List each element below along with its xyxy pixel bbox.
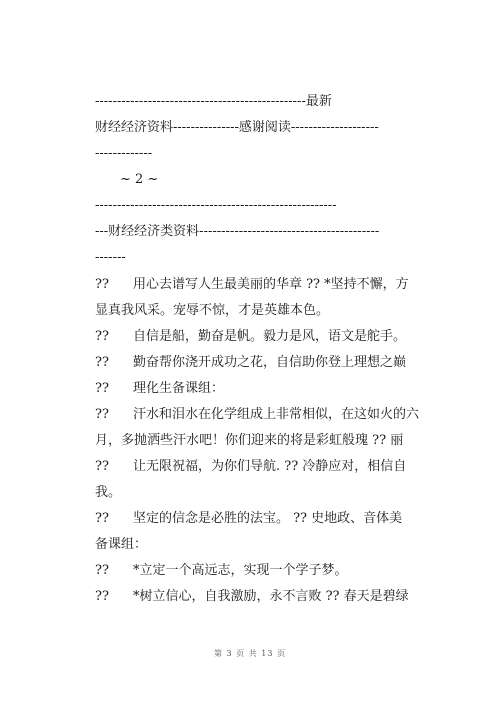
paragraph-line: [95, 584, 445, 610]
paragraph-text: 自信是船，勤奋是帆。毅力是风，语文是舵手。: [132, 329, 406, 344]
placeholder-mark: ??: [95, 459, 109, 474]
paragraph-text: 勤奋帮你浇开成功之花，自信助你登上理想之巅: [132, 355, 406, 370]
page-footer: 第 3 页 共 13 页: [214, 649, 286, 658]
paragraph-text: 坚定的信念是必胜的法宝。 ?? 史地政、音体美: [132, 511, 403, 526]
placeholder-mark: ??: [95, 381, 109, 396]
paragraph-text: *立定一个高远志，实现一个学子梦。: [132, 563, 348, 578]
paragraph-text: 用心去谱写人生最美丽的华章 ?? *坚持不懈，方: [132, 277, 409, 292]
header-dash-line-3: -------------: [95, 146, 153, 161]
header-dash-line-1: ------------------------------------------------最新: [95, 94, 332, 109]
section-dash-line-1: -------------------------------------------------------: [95, 198, 337, 213]
paragraph-line: [95, 350, 445, 376]
placeholder-mark: ??: [95, 511, 109, 526]
paragraph-line: [95, 532, 445, 558]
section-dash-line-3: -------: [95, 250, 126, 265]
placeholder-mark: ??: [95, 355, 109, 370]
placeholder-mark: ??: [95, 589, 109, 604]
section-dash-line-2: ---财经经济类资料-----------------------------------------: [95, 224, 380, 239]
placeholder-mark: ??: [95, 277, 109, 292]
placeholder-mark: ??: [95, 563, 109, 578]
paragraph-line: [95, 480, 445, 506]
paragraph-text: 备课组：: [95, 537, 148, 552]
paragraph-line: [95, 376, 445, 402]
paragraph-text: 显真我风采。宠辱不惊，才是英雄本色。: [95, 303, 330, 318]
paragraph-text: 我。: [95, 485, 122, 500]
paragraph-line: [95, 402, 445, 428]
paragraph-line: [95, 272, 445, 298]
paragraph-text: 汗水和泪水在化学组成上非常相似，在这如火的六: [132, 407, 419, 422]
placeholder-mark: ??: [95, 329, 109, 344]
paragraph-line: [95, 454, 445, 480]
paragraph-line: [95, 558, 445, 584]
paragraph-text: 让无限祝福，为你们导航. ?? 冷静应对，相信自: [132, 459, 407, 474]
page-marker: ~ 2 ~: [120, 172, 159, 187]
paragraph-line: [95, 324, 445, 350]
placeholder-mark: ??: [95, 407, 109, 422]
paragraph-text: 月，多抛洒些汗水吧！你们迎来的将是彩虹般瑰 ?? 丽: [95, 433, 404, 448]
header-dash-line-2: 财经经济资料---------------感谢阅读--------------------: [95, 120, 379, 135]
paragraph-line: [95, 428, 445, 454]
paragraph-line: [95, 298, 445, 324]
paragraph-text: 理化生备课组：: [132, 381, 224, 396]
paragraph-line: [95, 506, 445, 532]
paragraph-text: *树立信心，自我激励，永不言败 ?? 春天是碧绿: [132, 589, 409, 604]
